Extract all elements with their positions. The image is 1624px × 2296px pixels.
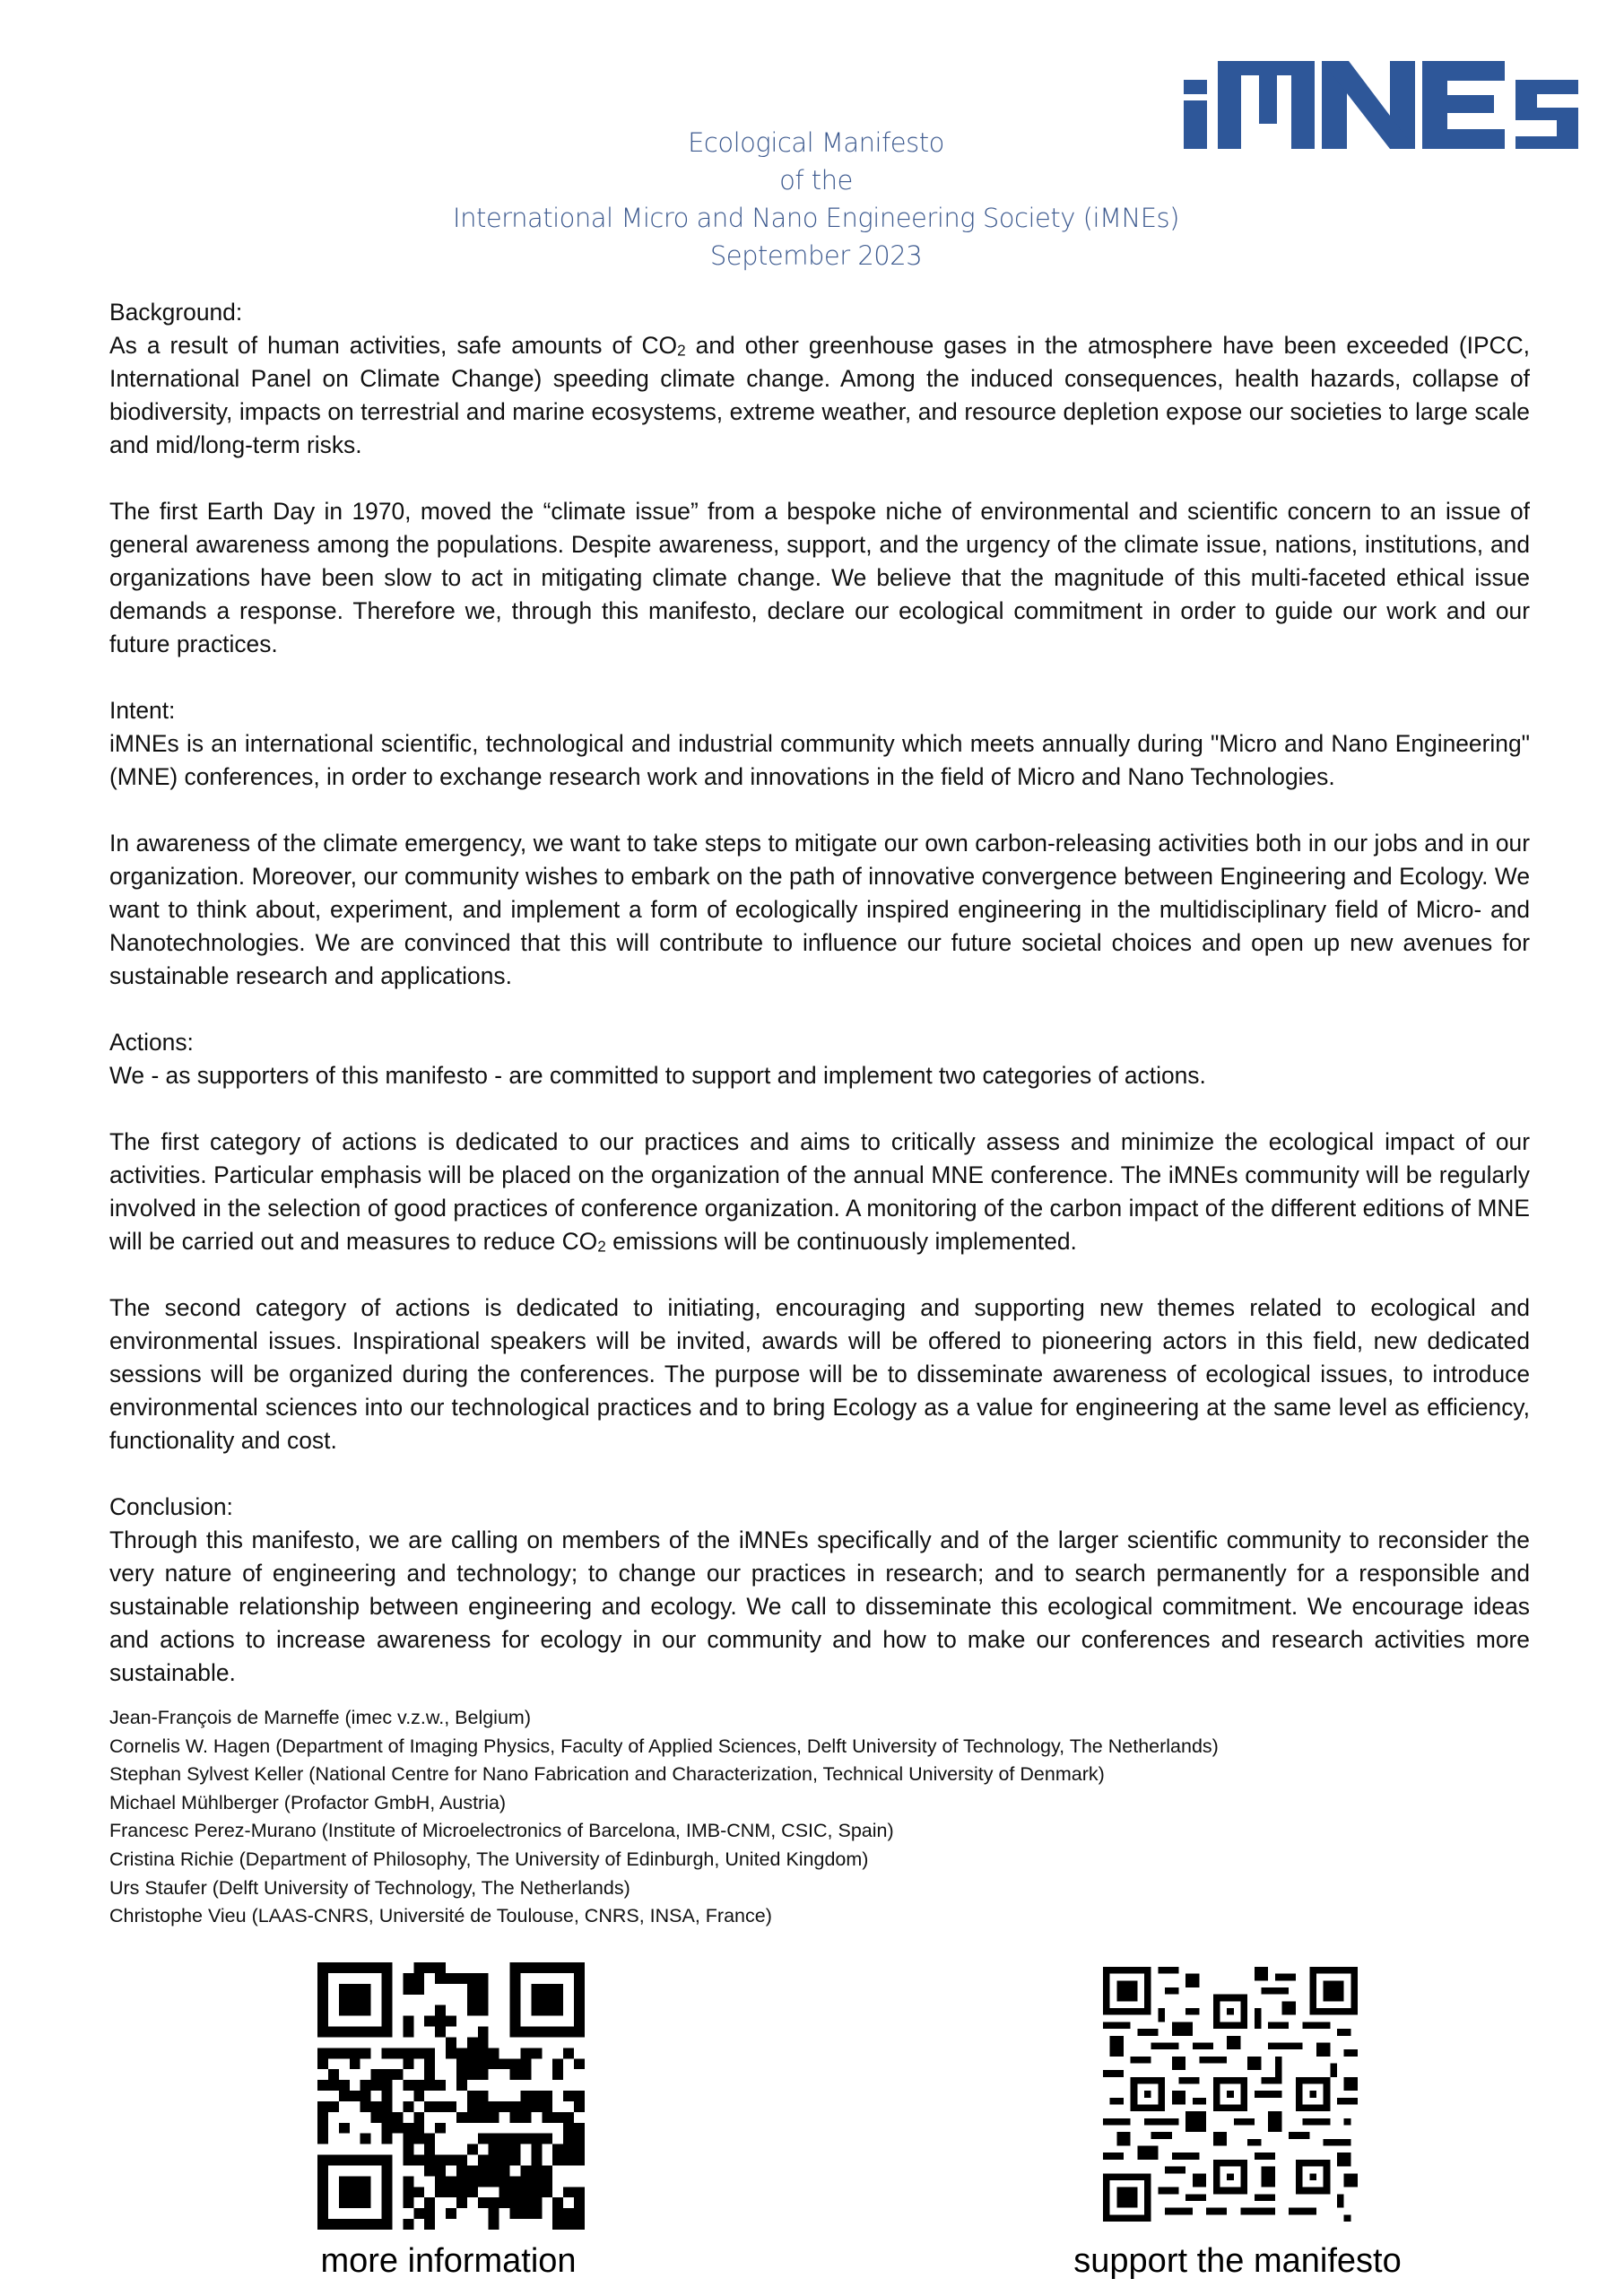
conclusion-section	[109, 1491, 1530, 1690]
title-line: of the	[779, 165, 853, 196]
signatory: Cornelis W. Hagen (Department of Imaging Physics, Faculty of Applied Sciences, Delft University of Technology, The Netherlands)	[109, 1735, 1219, 1757]
text: emissions will be continuously implemented.	[605, 1228, 1077, 1255]
paragraph: The second category of actions is dedicated to initiating, encouraging and supporting new themes related to ecological and environmental issues. Inspirational speakers will be invited, awards will be offered to pioneering actors in this field, new dedicated sessions will be organized during the conferences. The purpose will be to disseminate awareness of ecological issues, to introduce environmental sciences into our technological practices and to bring Ecology as a value for engineering at the same level as efficiency, functionality and cost.	[109, 1294, 1530, 1454]
paragraph	[109, 1126, 1530, 1258]
support-the-manifesto-link[interactable]: support the manifesto	[1073, 2242, 1402, 2280]
section-heading: Background:	[109, 299, 243, 326]
text: and other greenhouse gases in the atmosphere have been exceeded (IPCC, International Panel on Climate Change) speeding climate change. Among the induced consequences, health hazards, collapse of biodiversity, impacts on terrestrial and marine ecosystems, extreme weather, and resource depletion expose our societies to large scale and mid/long-term risks.	[109, 332, 1530, 458]
signatory: Jean-François de Marneffe (imec v.z.w., Belgium)	[109, 1707, 531, 1728]
more-information-link[interactable]: more information	[320, 2242, 577, 2280]
subscript: 2	[597, 1237, 606, 1256]
signatory: Stephan Sylvest Keller (National Centre for Nano Fabrication and Characterization, Technical University of Denmark)	[109, 1763, 1105, 1786]
qr-code-icon[interactable]	[317, 1962, 585, 2230]
signatories-list	[109, 1704, 1219, 1931]
intent-section	[109, 694, 1530, 993]
paragraph: iMNEs is an international scientific, technological and industrial community which meets annually during "Micro and Nano Engineering" (MNE) conferences, in order to exchange research work and innovations in the field of Micro and Nano Technologies.	[109, 730, 1530, 790]
paragraph: We - as supporters of this manifesto - are committed to support and implement two categories of actions.	[109, 1062, 1206, 1089]
signatory: Christophe Vieu (LAAS-CNRS, Université de Toulouse, CNRS, INSA, France)	[109, 1905, 772, 1927]
title-line: International Micro and Nano Engineering Society (iMNEs)	[453, 203, 1179, 233]
paragraph	[109, 329, 1530, 462]
signatory: Urs Staufer (Delft University of Technology, The Netherlands)	[109, 1876, 630, 1899]
title-line: Ecological Manifesto	[688, 127, 944, 158]
actions-section	[109, 1026, 1530, 1457]
manifesto-body	[109, 296, 1530, 1723]
section-heading: Conclusion:	[109, 1493, 233, 1520]
signatory: Francesc Perez-Murano (Institute of Microelectronics of Barcelona, IMB-CNM, CSIC, Spain)	[109, 1820, 894, 1842]
section-heading: Intent:	[109, 697, 176, 724]
background-section	[109, 296, 1530, 661]
paragraph: The first Earth Day in 1970, moved the “climate issue” from a bespoke niche of environmental and scientific concern to an issue of general awareness among the populations. Despite awareness, support, and the urgency of the climate issue, nations, institutions, and organizations have been slow to act in mitigating climate change. We believe that the magnitude of this multi-faceted ethical issue demands a response. Therefore we, through this manifesto, declare our ecological commitment in order to guide our work and our future practices.	[109, 498, 1530, 657]
title-line: September 2023	[709, 240, 923, 271]
text: As a result of human activities, safe amounts of CO	[109, 332, 678, 359]
subscript: 2	[677, 341, 686, 360]
text: The first category of actions is dedicated to our practices and aims to critically assess and minimize the ecological impact of our activities. Particular emphasis will be placed on the organization of the annual MNE conference. The iMNEs community will be regularly involved in the selection of good practices of conference organization. A monitoring of the carbon impact of the different editions of MNE will be carried out and measures to reduce CO	[109, 1128, 1530, 1255]
paragraph: In awareness of the climate emergency, we want to take steps to mitigate our own carbon-releasing activities both in our jobs and in our organization. Moreover, our community wishes to embark on the path of innovative convergence between Engineering and Ecology. We want to think about, experiment, and implement a form of ecologically inspired engineering in the multidisciplinary field of Micro- and Nanotechnologies. We are convinced that this will contribute to influence our future societal choices and open up new avenues for sustainable research and applications.	[109, 830, 1530, 989]
qr-code-icon[interactable]	[1103, 1966, 1358, 2222]
signatory: Cristina Richie (Department of Philosophy, The University of Edinburgh, United Kingdom)	[109, 1848, 869, 1870]
signatory: Michael Mühlberger (Profactor GmbH, Austria)	[109, 1791, 507, 1813]
section-heading: Actions:	[109, 1029, 194, 1056]
paragraph: Through this manifesto, we are calling on members of the iMNEs specifically and of the larger scientific community to reconsider the very nature of engineering and technology; to change our practices in research; and to search permanently for a responsible and sustainable relationship between engineering and ecology. We call to disseminate this ecological commitment. We encourage ideas and actions to increase awareness for ecology in our community and how to make our conferences and research activities more sustainable.	[109, 1526, 1530, 1686]
document-title	[341, 124, 1291, 274]
